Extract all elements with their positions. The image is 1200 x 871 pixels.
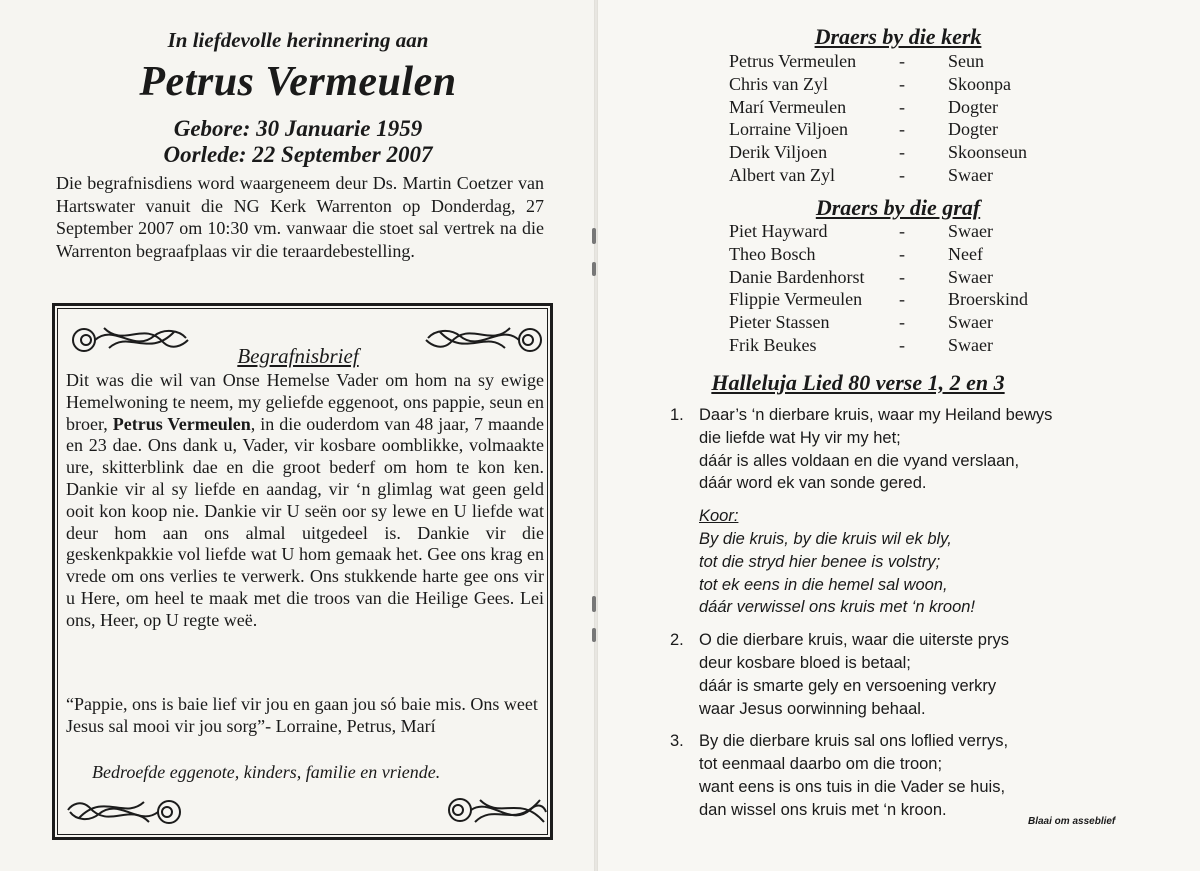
- bearer-name: Lorraine Viljoen: [729, 119, 849, 140]
- bearer-name: Marí Vermeulen: [729, 96, 847, 117]
- hymn-verse-3: [670, 730, 1130, 821]
- flourish-ornament-bottom-right: [420, 792, 550, 832]
- verse-line: die liefde wat Hy vir my het;: [699, 428, 901, 447]
- hymn-chorus: [699, 505, 1130, 619]
- fold-mark: [592, 262, 596, 276]
- grave-bearers-heading: Draers by die graf: [815, 195, 981, 220]
- bearer-name: Chris van Zyl: [729, 73, 828, 94]
- chorus-line: dáár verwissel ons kruis met ‘n kroon!: [699, 598, 976, 617]
- letter-signature: Bedroefde eggenote, kinders, familie en vriende.: [92, 762, 441, 782]
- bearer-relation: Swaer: [948, 266, 993, 287]
- death-date: Oorlede: 22 September 2007: [163, 142, 433, 167]
- verse-number: 3.: [670, 732, 684, 751]
- bearer-dash: -: [899, 266, 905, 287]
- verse-line: dáár word ek van sonde gered.: [699, 474, 927, 493]
- bearer-name: Frik Beukes: [729, 334, 817, 355]
- service-notice: Die begrafnisdiens word waargeneem deur Ds. Martin Coetzer van Hartswater vanuit die NG Kerk Warrenton op Donderdag, 27 September 2007 om 10:30 vm. vanwaar die stoet sal vertrek na die Warrenton begraafplaas vir die teraardebestelling.: [56, 173, 544, 261]
- bearer-name: Theo Bosch: [729, 243, 816, 264]
- bearer-dash: -: [899, 142, 905, 163]
- verse-line: tot eenmaal daarbo om die troon;: [699, 755, 943, 774]
- verse-line: dáár is alles voldaan en die vyand verslaan,: [699, 451, 1020, 470]
- bearer-relation: Swaer: [948, 334, 993, 355]
- turn-page-note: Blaai om asseblief: [1028, 816, 1116, 827]
- bearer-name: Danie Bardenhorst: [729, 266, 865, 287]
- verse-number: 2.: [670, 631, 684, 650]
- bearer-relation: Swaer: [948, 312, 993, 333]
- bearer-relation: Neef: [948, 243, 983, 264]
- bearer-name: Petrus Vermeulen: [729, 51, 857, 71]
- letter-deceased-name: Petrus Vermeulen: [112, 413, 251, 434]
- verse-line: want eens is ons tuis in die Vader se huis,: [699, 777, 1006, 796]
- verse-line: By die dierbare kruis sal ons loflied verrys,: [699, 732, 1009, 751]
- bearer-relation: Dogter: [948, 119, 998, 140]
- bearer-relation: Broerskind: [948, 289, 1028, 310]
- bearer-dash: -: [899, 221, 905, 241]
- church-bearers-heading: Draers by die kerk: [814, 24, 982, 49]
- hymn-heading: Halleluja Lied 80 verse 1, 2 en 3: [711, 370, 1005, 395]
- bearer-relation: Swaer: [948, 221, 993, 241]
- bearer-name: Flippie Vermeulen: [729, 289, 863, 310]
- bearer-dash: -: [899, 96, 905, 117]
- hymn-verse-1: [670, 404, 1130, 495]
- bearer-name: Albert van Zyl: [729, 164, 835, 185]
- bearer-name: Pieter Stassen: [729, 312, 830, 333]
- chorus-line: By die kruis, by die kruis wil ek bly,: [699, 529, 952, 548]
- hymn-verse-2: [670, 629, 1130, 720]
- letter-body: [66, 370, 544, 632]
- bearer-dash: -: [899, 51, 905, 71]
- bearer-relation: Skoonseun: [948, 142, 1028, 163]
- bearer-relation: Swaer: [948, 164, 993, 185]
- memorial-intro: In liefdevolle herinnering aan: [167, 28, 429, 52]
- bearer-relation: Dogter: [948, 96, 998, 117]
- birth-date: Gebore: 30 Januarie 1959: [173, 116, 423, 141]
- verse-line: O die dierbare kruis, waar die uiterste prys: [699, 631, 1009, 650]
- bearer-relation: Skoonpa: [948, 73, 1011, 94]
- verse-line: Daar’s ‘n dierbare kruis, waar my Heiland bewys: [699, 406, 1053, 424]
- deceased-name: Petrus Vermeulen: [139, 59, 457, 105]
- letter-text: Dit was die wil van Onse Hemelse Vader om hom na sy ewige Hemelwoning te neem, my geliefde eggenoot, ons pappie, seun en broer,: [66, 370, 544, 434]
- chorus-label: Koor:: [699, 507, 739, 526]
- chorus-line: tot ek eens in die hemel sal woon,: [699, 575, 948, 594]
- fold-mark: [592, 228, 596, 244]
- verse-number: 1.: [670, 406, 684, 424]
- verse-line: dan wissel ons kruis met ‘n kroon.: [699, 800, 947, 819]
- bearer-dash: -: [899, 73, 905, 94]
- family-quote: “Pappie, ons is baie lief vir jou en gaan jou só baie mis. Ons weet Jesus sal mooi vir jou sorg”- Lorraine, Petrus, Marí: [66, 694, 538, 736]
- bearer-dash: -: [899, 164, 905, 185]
- bearer-dash: -: [899, 243, 905, 264]
- bearer-name: Piet Hayward: [729, 221, 828, 241]
- bearer-dash: -: [899, 119, 905, 140]
- bearer-dash: -: [899, 289, 905, 310]
- bearer-dash: -: [899, 312, 905, 333]
- flourish-ornament-bottom-left: [64, 792, 194, 832]
- letter-text: , in die ouderdom van 48 jaar, 7 maande en 23 dae. Ons dank u, Vader, vir kosbare oomblikke, volmaakte ure, skitterblink dae en die groot bederf om hom te kon ken. Dankie vir al sy liefde en aandag, vir ‘n glimlag wat geen geld ooit kon koop nie. Dankie vir U seën oor sy lewe en U liefde wat deur hom aan ons almal uitgedeel is. Dankie vir die geskenkpakkie vol liefde wat U hom gemaak het. Gee ons krag en vrede om ons verlies te verwerk. Ons stukkende harte gee ons vir u Here, om heel te maak met die troos van die Heilige Gees. Lei ons, Heer, op U regte weë.: [66, 413, 545, 630]
- fold-mark: [592, 628, 596, 642]
- fold-mark: [592, 596, 596, 612]
- bearer-name: Derik Viljoen: [729, 142, 828, 163]
- verse-line: deur kosbare bloed is betaal;: [699, 653, 911, 672]
- verse-line: waar Jesus oorwinning behaal.: [699, 699, 926, 718]
- hymn-text: [670, 404, 1130, 822]
- bearer-relation: Seun: [948, 51, 984, 71]
- letter-title: Begrafnisbrief: [237, 344, 359, 368]
- bearer-dash: -: [899, 334, 905, 355]
- life-dates: [0, 116, 596, 168]
- verse-line: dáár is smarte gely en versoening verkry: [699, 676, 997, 695]
- chorus-line: tot die stryd hier benee is volstry;: [699, 552, 941, 571]
